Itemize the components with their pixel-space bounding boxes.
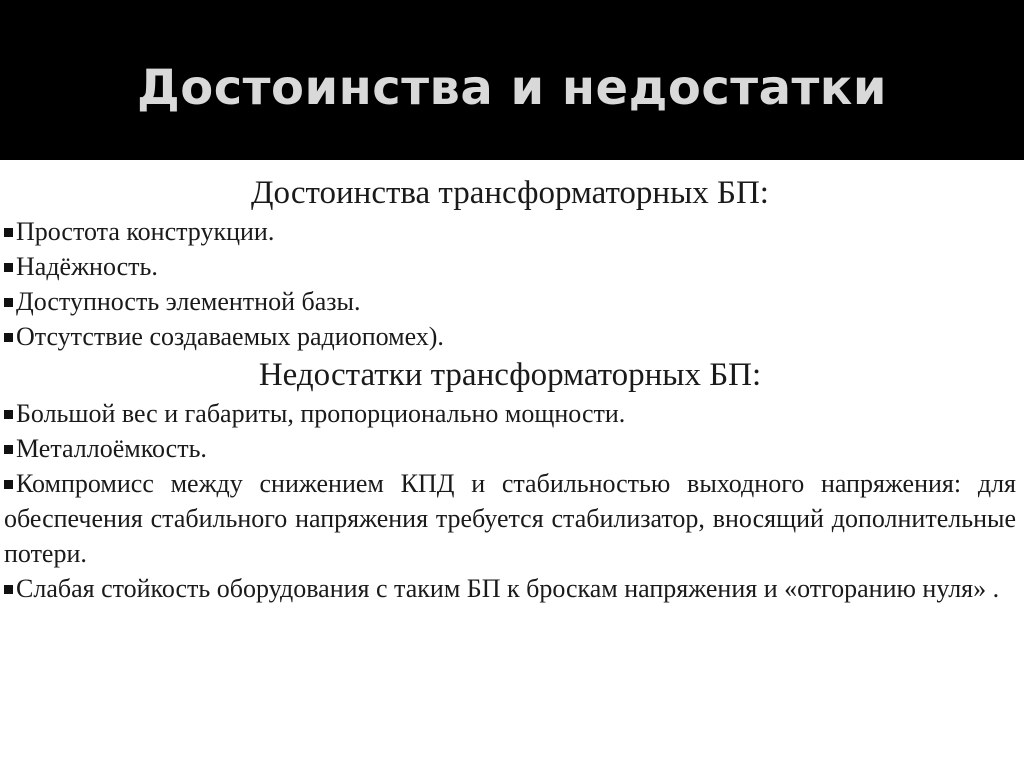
advantages-heading: Достоинства трансформаторных БП: bbox=[251, 175, 769, 211]
square-bullet-icon bbox=[4, 298, 13, 307]
advantage-item bbox=[4, 284, 1016, 319]
slide-title: Достоинства и недостатки bbox=[136, 60, 888, 116]
disadvantage-item bbox=[4, 466, 1016, 571]
advantage-item-text: Доступность элементной базы. bbox=[16, 287, 361, 316]
disadvantage-item bbox=[4, 396, 1016, 431]
advantage-item bbox=[4, 214, 1016, 249]
square-bullet-icon bbox=[4, 333, 13, 342]
square-bullet-icon bbox=[4, 585, 13, 594]
disadvantages-heading: Недостатки трансформаторных БП: bbox=[258, 357, 762, 393]
advantage-item-text: Отсутствие создаваемых радиопомех). bbox=[16, 322, 444, 351]
disadvantage-item bbox=[4, 431, 1016, 466]
advantage-item-text: Надёжность. bbox=[16, 252, 158, 281]
square-bullet-icon bbox=[4, 445, 13, 454]
advantage-item-text: Простота конструкции. bbox=[16, 217, 275, 246]
slide-content bbox=[4, 172, 1016, 606]
square-bullet-icon bbox=[4, 263, 13, 272]
square-bullet-icon bbox=[4, 228, 13, 237]
square-bullet-icon bbox=[4, 410, 13, 419]
advantage-item bbox=[4, 319, 1016, 354]
disadvantage-item-text: Металлоёмкость. bbox=[16, 434, 207, 463]
disadvantage-item-text: Слабая стойкость оборудования с таким БП к броскам напряжения и «отгоранию нуля» . bbox=[16, 574, 1000, 603]
square-bullet-icon bbox=[4, 480, 13, 489]
disadvantage-item-text: Большой вес и габариты, пропорционально мощности. bbox=[16, 399, 626, 428]
slide-header bbox=[0, 0, 1024, 160]
disadvantage-item-text: Компромисс между снижением КПД и стабильностью выходного напряжения: для обеспечения стабильного напряжения требуется стабилизатор, вносящий дополнительные потери. bbox=[4, 469, 1016, 568]
disadvantage-item bbox=[4, 571, 1016, 606]
advantage-item bbox=[4, 249, 1016, 284]
